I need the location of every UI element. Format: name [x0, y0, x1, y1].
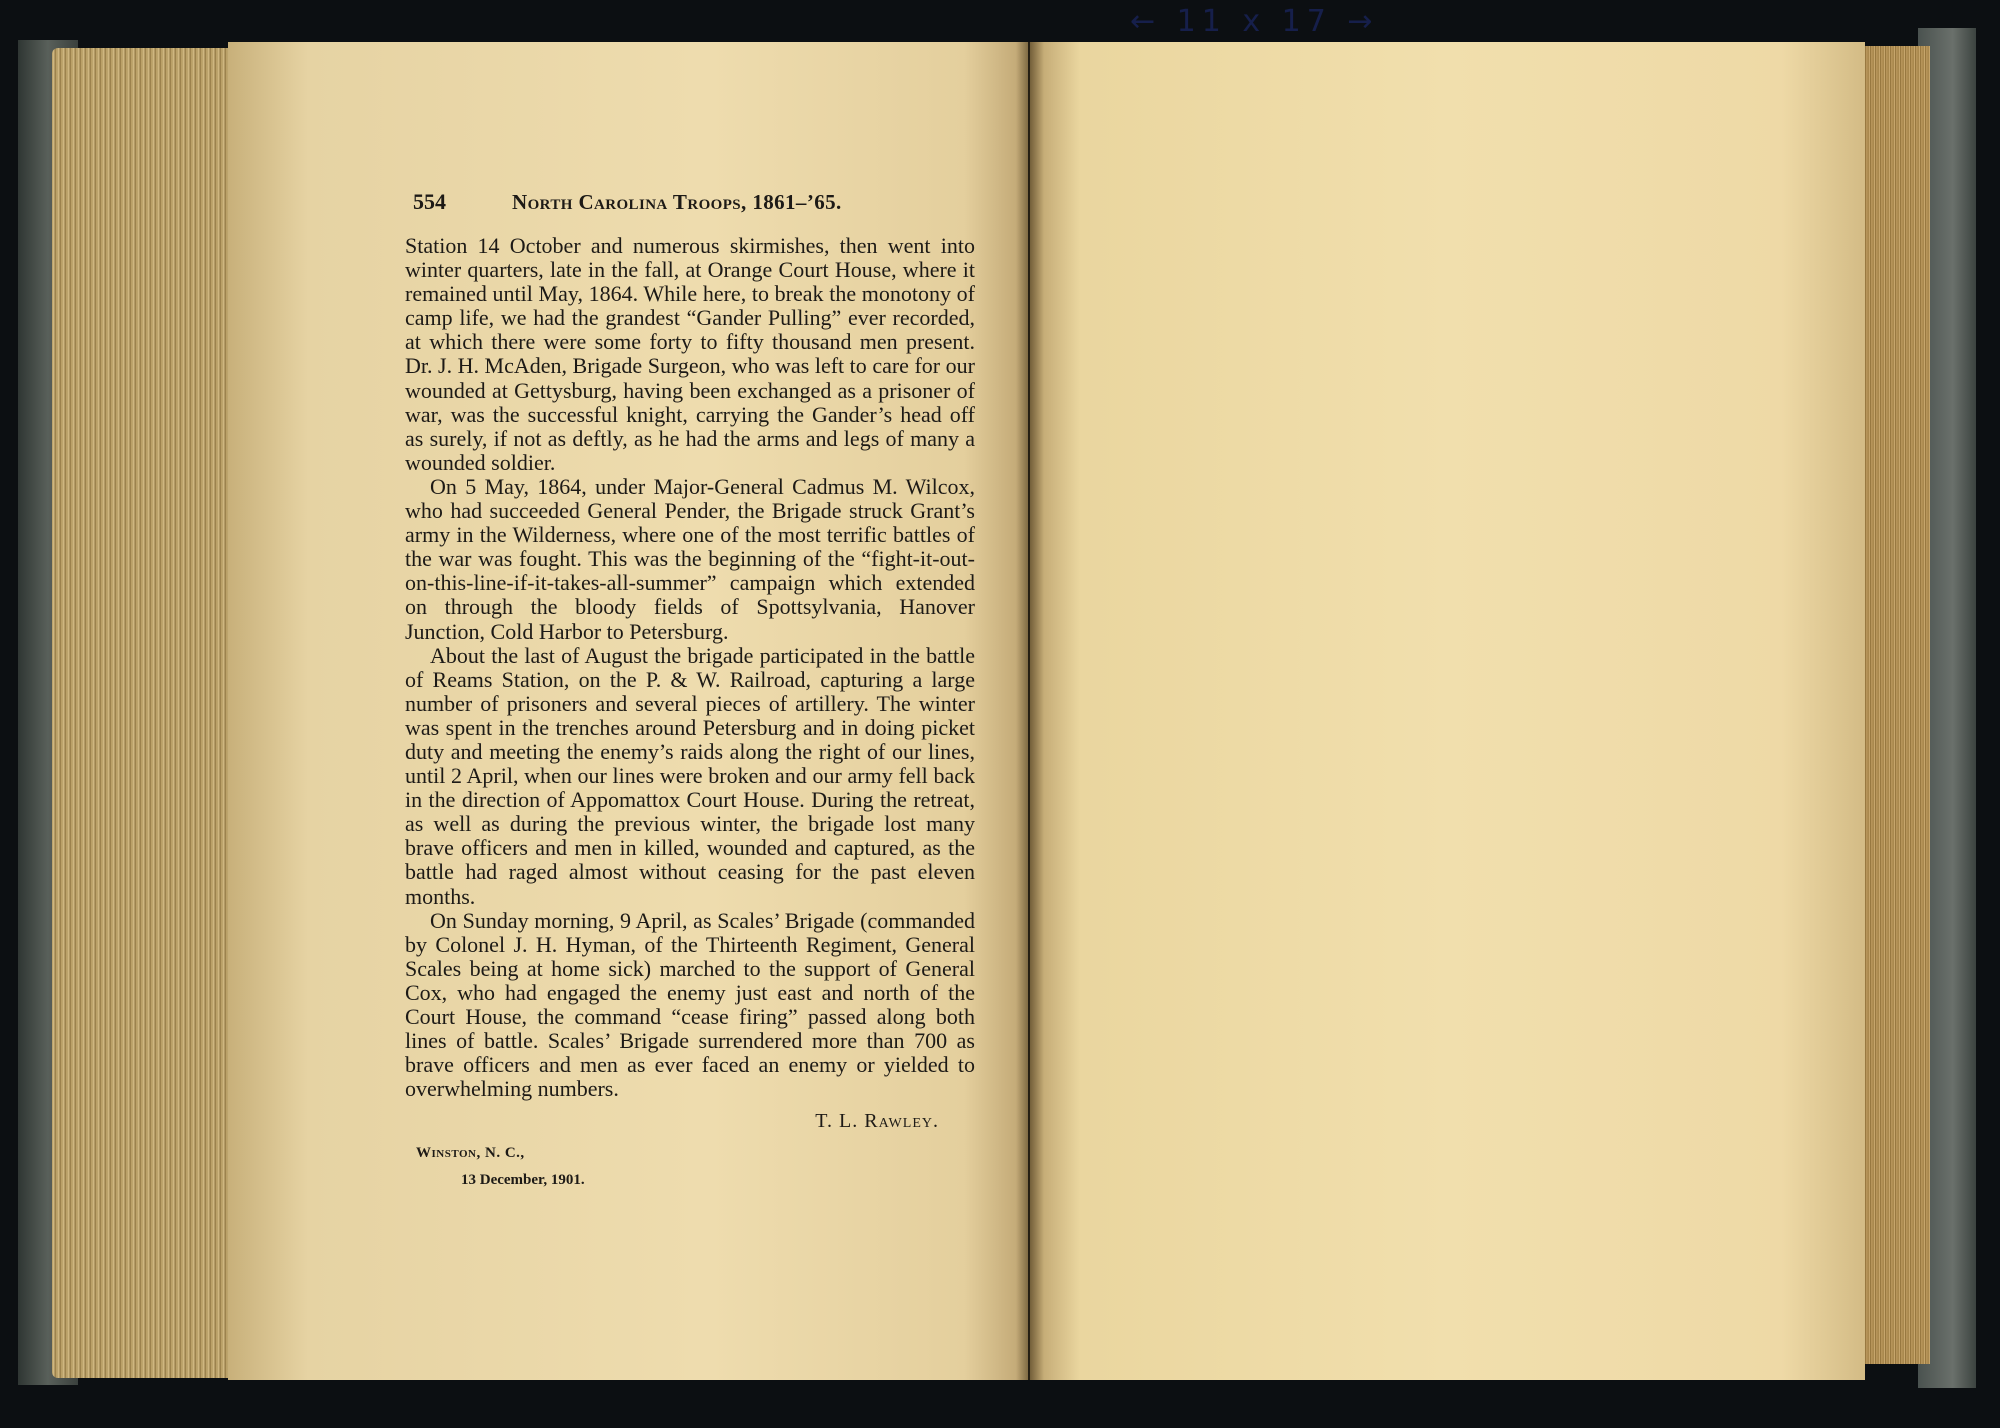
dateline-place: Winston, N. C., — [416, 1145, 525, 1162]
paragraph: Station 14 October and numerous skirmishes, then went into winter quarters, late in the fall, at Orange Court House, where it remained until May, 1864. While here, to break the monotony of camp life, we had the grandest “Gander Pulling” ever recorded, at which there were some forty to fifty thousand men present. Dr. J. H. McAden, Brigade Surgeon, who was left to care for our wounded at Gettysburg, having been exchanged as a prisoner of war, was the successful knight, carrying the Gander’s head off as surely, if not as deftly, as he had the arms and legs of many a wounded soldier. — [405, 233, 975, 475]
page-text-block — [405, 190, 975, 1192]
author-signature: T. L. Rawley. — [815, 1110, 939, 1133]
running-head — [405, 190, 975, 234]
book-gutter — [1016, 42, 1044, 1380]
right-page-blank — [1030, 42, 1865, 1380]
dateline-date: 13 December, 1901. — [461, 1171, 585, 1188]
paragraph: On 5 May, 1864, under Major-General Cadmus M. Wilcox, who had succeeded General Pender, the Brigade struck Grant’s army in the Wilderness, where one of the most terrific battles of the war was fought. This was the beginning of the “fight-it-out-on-this-line-if-it-takes-all-summer” campaign which extended on through the bloody fields of Spottsylvania, Hanover Junction, Cold Harbor to Petersburg. — [405, 473, 975, 644]
shelfmark-annotation: ← 11 x 17 → — [1130, 4, 1379, 39]
paragraph: About the last of August the brigade participated in the battle of Reams Station, on the P. & W. Railroad, capturing a large number of prisoners and several pieces of artillery. The winter was spent in the trenches around Petersburg and in doing picket duty and meeting the enemy’s raids along the right of our lines, until 2 April, when our lines were broken and our army fell back in the direction of Appomattox Court House. During the retreat, as well as during the previous winter, the brigade lost many brave officers and men in killed, wounded and captured, as the battle had raged almost without ceasing for the past eleven months. — [405, 642, 975, 909]
page-number: 554 — [413, 189, 446, 214]
paragraph: On Sunday morning, 9 April, as Scales’ Brigade (commanded by Colonel J. H. Hyman, of the Thirteenth Regiment, General Scales being at home sick) marched to the support of General Cox, who had engaged the enemy just east and north of the Court House, the command “cease firing” passed along both lines of battle. Scales’ Brigade surrendered more than 700 as brave officers and men as ever faced an enemy or yielded to overwhelming numbers. — [405, 907, 975, 1102]
running-head-title: North Carolina Troops, 1861–’65. — [512, 190, 842, 214]
